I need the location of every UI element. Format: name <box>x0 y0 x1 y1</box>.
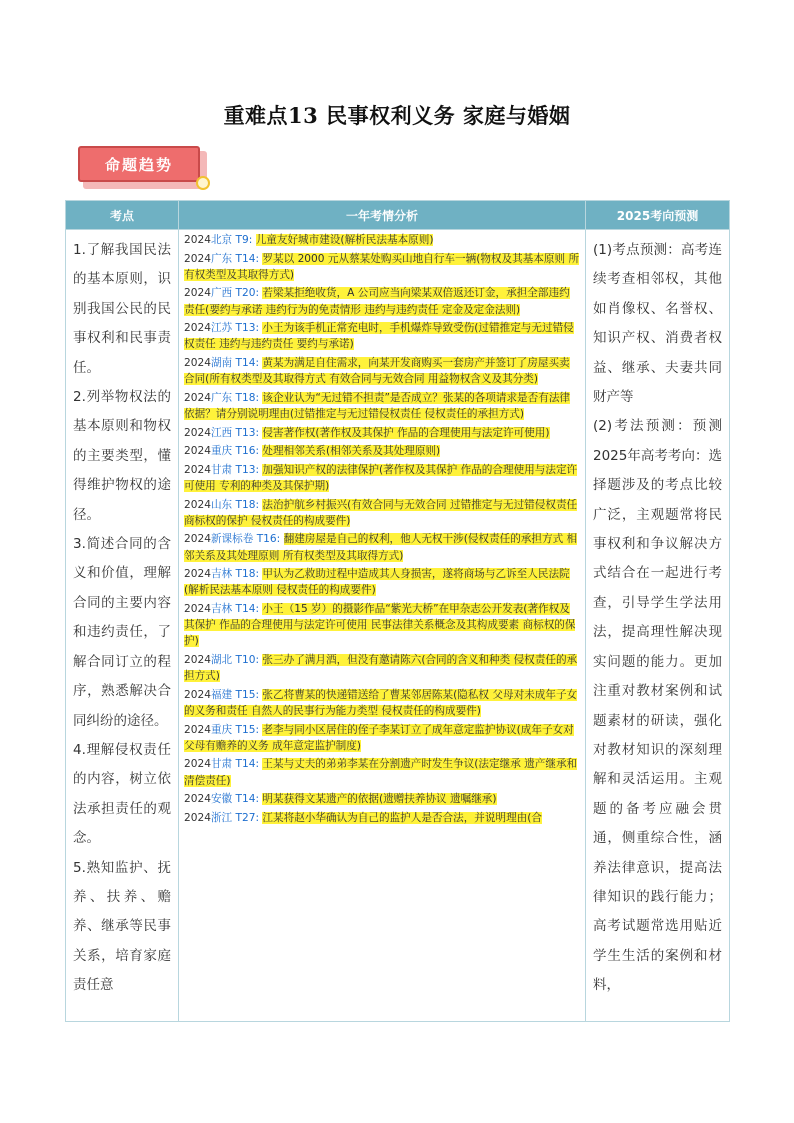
kaodian-item: 5.熟知监护、抚养、扶养、赡养、继承等民事关系，培育家庭责任意 <box>73 859 171 994</box>
kaodian-item: 4.理解侵权责任的内容，树立依法承担责任的观念。 <box>73 741 171 847</box>
forecast-item: (2)考法预测：预测2025年高考考向：选择题涉及的考点比较广泛，主观题常将民事权利和争议解决方式结合在一起进行考查，引导学生学法用法，提高理性解决现实问题的能力。更加注重对教材案例和试题素材的研读，强化对教材知识的深刻理解和灵活运用。主观题的备考应融会贯通，侧重综合性，涵养法律意识，提高法律知识的践行能力；高考试题常选用贴近学生生活的案例和材料， <box>593 418 722 994</box>
badge-label: 命题趋势 <box>78 146 200 182</box>
header-kaodian: 考点 <box>66 201 179 230</box>
ring-icon <box>196 176 210 190</box>
exam-entry: 2024重庆 T15: 老李与同小区居住的侄子李某订立了成年意定监护协议(成年子女对父母有赡养的义务 成年意定监护制度) <box>184 723 574 752</box>
exam-entry: 2024新课标卷 T16: 翻建房屋是自己的权利，他人无权干涉(侵权责任的承担方式 相邻关系及其处理原则 所有权类型及其取得方式) <box>184 533 578 562</box>
section-badge <box>78 146 212 194</box>
kaodian-item: 1.了解我国民法的基本原则，识别我国公民的民事权利和民事责任。 <box>73 242 171 376</box>
exam-entry: 2024甘肃 T13: 加强知识产权的法律保护(著作权及其保护 作品的合理使用与法定许可使用 专利的种类及其保护期) <box>184 463 578 492</box>
exam-entry: 2024湖南 T14: 黄某为满足自住需求，向某开发商购买一套房产并签订了房屋买卖合同(所有权类型及其取得方式 有效合同与无效合同 用益物权含义及其分类) <box>184 356 570 386</box>
exam-entry: 2024湖北 T10: 张三办了满月酒，但没有邀请陈六(合同的含义和种类 侵权责任的承担方式) <box>184 653 578 683</box>
exam-entry: 2024北京 T9: 儿童友好城市建设(解析民法基本原则) <box>184 234 434 246</box>
table-header-row <box>66 201 730 230</box>
exam-entry: 2024江西 T13: 侵害著作权(著作权及其保护 作品的合理使用与法定许可使用) <box>184 426 550 439</box>
kaodian-item: 2.列举物权法的基本原则和物权的主要类型，懂得维护物权的途径。 <box>73 389 171 523</box>
exam-entry: 2024山东 T18: 法治护航乡村振兴(有效合同与无效合同 过错推定与无过错侵权责任 商标权的保护 侵权责任的构成要件) <box>184 498 578 527</box>
header-analysis: 一年考情分析 <box>179 201 586 230</box>
analysis-cell <box>179 230 586 1022</box>
page-title: 重难点13 民事权利义务 家庭与婚姻 <box>223 103 571 128</box>
exam-entry: 2024福建 T15: 张乙将曹某的快递错送给了曹某邻居陈某(隐私权 父母对未成年子女的义务和责任 自然人的民事行为能力类型 侵权责任的构成要件) <box>184 688 578 717</box>
kaodian-item: 3.简述合同的含义和价值，理解合同的主要内容和违约责任，了解合同订立的程序，熟悉解决合同纠纷的途径。 <box>73 536 171 729</box>
forecast-cell <box>586 230 730 1022</box>
exam-entry: 2024广东 T18: 该企业认为“无过错不担责”是否成立？张某的各项请求是否有法律依据？请分别说明理由(过错推定与无过错侵权责任 侵权责任的承担方式) <box>184 391 571 420</box>
header-forecast: 2025考向预测 <box>586 201 730 230</box>
exam-entry: 2024江苏 T13: 小王为该手机正常充电时，手机爆炸导致受伤(过错推定与无过错侵权责任 违约与违约责任 要约与承诺) <box>184 322 574 351</box>
exam-entry: 2024重庆 T16: 处理相邻关系(相邻关系及其处理原则) <box>184 445 441 458</box>
exam-entry: 2024甘肃 T14: 王某与丈夫的弟弟李某在分割遗产时发生争议(法定继承 遗产继承和清偿责任) <box>184 758 578 787</box>
exam-entry: 2024安徽 T14: 明某获得文某遗产的依据(遗赠扶养协议 遗嘱继承) <box>184 793 497 806</box>
exam-entry: 2024浙江 T27: 江某将赵小华确认为自己的监护人是否合法，并说明理由(合 <box>184 811 542 824</box>
exam-entry: 2024广西 T20: 若梁某拒绝收货，A 公司应当向梁某双倍返还订金，承担全部违约责任(要约与承诺 违约行为的免责情形 违约与违约责任 定金及定金法则) <box>184 287 570 316</box>
table-row <box>66 230 730 1022</box>
kaodian-cell <box>66 230 179 1022</box>
exam-trend-table <box>65 200 730 1022</box>
exam-entry: 2024广东 T14: 罗某以 2000 元从蔡某处购买山地自行车一辆(物权及其基本原则 所有权类型及其取得方式) <box>184 252 580 281</box>
forecast-item: (1)考点预测：高考连续考查相邻权，其他如肖像权、名誉权、知识产权、消费者权益、继承、夫妻共同财产等 <box>593 242 722 406</box>
exam-entry: 2024吉林 T14: 小王（15 岁）的摄影作品“紫光大桥”在甲杂志公开发表(著作权及其保护 作品的合理使用与法定许可使用 民事法律关系概念及其构成要素 商标权的保护) <box>184 602 576 648</box>
exam-entry: 2024吉林 T18: 甲认为乙救助过程中造成其人身损害，遂将商场与乙诉至人民法院(解析民法基本原则 侵权责任的构成要件) <box>184 568 570 597</box>
